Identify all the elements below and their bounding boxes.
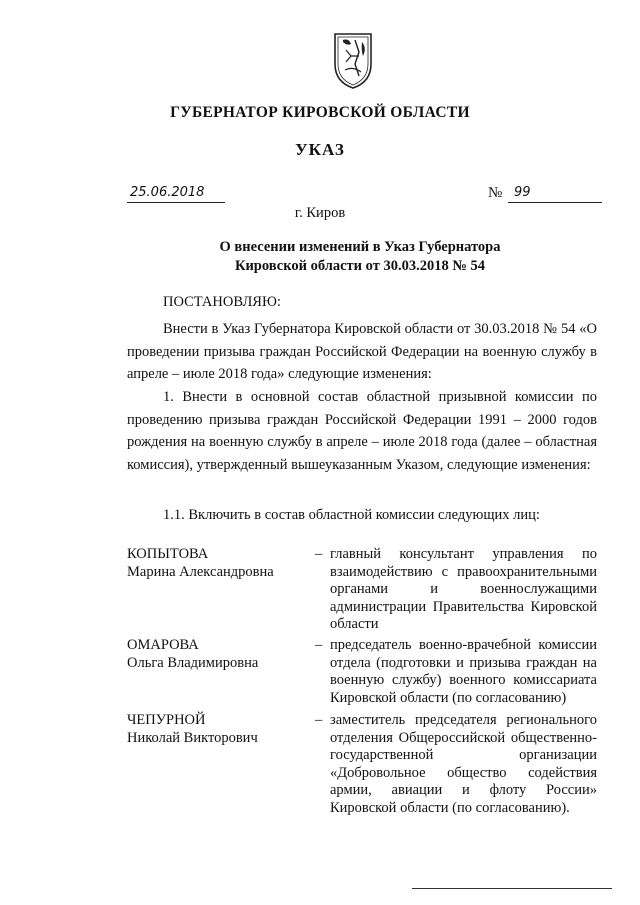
person-name	[127, 637, 307, 672]
coat-of-arms-icon	[329, 30, 377, 90]
document-type-heading: УКАЗ	[295, 140, 345, 159]
dash-separator: –	[315, 546, 323, 562]
subject-line-2: Кировской области от 30.03.2018 № 54	[234, 258, 486, 274]
number-sign: №	[488, 185, 503, 201]
decree-date: 25.06.2018	[127, 184, 225, 203]
person-position: председатель военно-врачебной комиссии отдела (подготовки и призыва граждан на военную службу) военного комиссариата Кировской области (по согласованию)	[330, 637, 597, 706]
item-1-1-paragraph: 1.1. Включить в состав областной комиссии следующих лиц:	[163, 507, 540, 523]
dash-separator: –	[315, 637, 323, 653]
decree-subject	[150, 238, 570, 276]
person-name	[127, 546, 307, 581]
city-label: г. Киров	[294, 205, 346, 221]
decree-number: 99	[508, 184, 602, 203]
person-given-name: Ольга Владимировна	[127, 654, 259, 671]
person-surname: КОПЫТОВА	[127, 546, 209, 562]
person-position: заместитель председателя регионального отделения Общероссийской общественно-государственной организации «Добровольное общество содействия армии, авиации и флоту России» Кировской области (по согласованию).	[330, 712, 597, 816]
amendment-paragraph: Внести в Указ Губернатора Кировской области от 30.03.2018 № 54 «О проведении призыва граждан Российской Федерации на военную службу в апреле – июле 2018 года» следующие изменения:	[127, 321, 597, 382]
person-given-name: Николай Викторович	[127, 729, 258, 746]
person-surname: ОМАРОВА	[127, 637, 199, 653]
person-given-name: Марина Александровна	[127, 563, 274, 580]
person-position: главный консультант управления по взаимодействию с правоохранительными органами и военнослужащими администрации Правительства Кировской области	[330, 546, 597, 632]
person-surname: ЧЕПУРНОЙ	[127, 712, 206, 728]
decree-word: ПОСТАНОВЛЯЮ:	[163, 294, 281, 310]
subject-line-1: О внесении изменений в Указ Губернатора	[219, 239, 501, 255]
person-name	[127, 712, 307, 747]
authority-heading: ГУБЕРНАТОР КИРОВСКОЙ ОБЛАСТИ	[170, 104, 470, 121]
dash-separator: –	[315, 712, 323, 728]
item-1-paragraph: 1. Внести в основной состав областной призывной комиссии по проведению призыва граждан Российской Федерации 1991 – 2000 годов рождения на военную службу в апреле – июле 2018 года (далее – областная комиссия), утвержденный вышеуказанным Указом, следующие изменения:	[127, 389, 597, 473]
footer-divider	[412, 888, 612, 889]
